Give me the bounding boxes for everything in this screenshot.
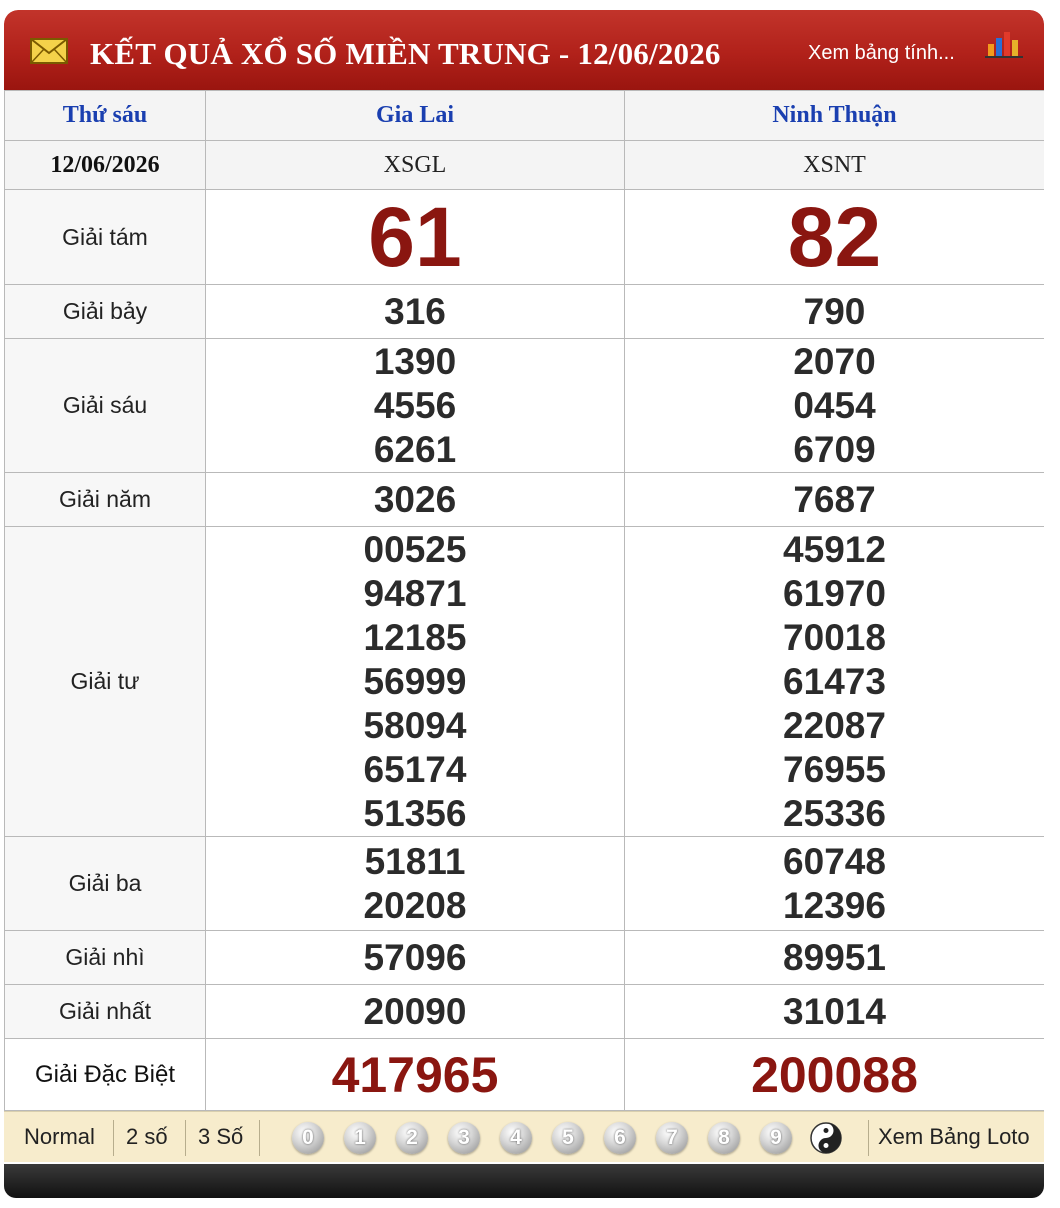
digit-ball-3[interactable]: 3: [448, 1122, 480, 1154]
option-2-so[interactable]: 2 số: [126, 1124, 168, 1149]
prize-number: 31014: [783, 990, 886, 1032]
date-cell: [5, 141, 206, 190]
prize-number: 51356: [363, 792, 467, 834]
divider: [113, 1120, 114, 1156]
prize-cell-gia-lai: [206, 1039, 625, 1111]
draw-date: 12/06/2026: [50, 151, 160, 178]
yin-yang-icon[interactable]: [810, 1122, 842, 1154]
code-cell-ninh-thuan: [625, 141, 1045, 190]
prize-label-2: Giải nhì: [5, 931, 206, 985]
prize-number: 22087: [783, 704, 886, 746]
prize-number: 6709: [793, 428, 876, 470]
prize-number: 2070: [793, 340, 876, 382]
prize-row-5: [5, 473, 1045, 527]
view-table-link[interactable]: Xem bảng tính...: [808, 42, 955, 64]
prize-number: 70018: [783, 616, 886, 658]
prize-number: 65174: [363, 748, 467, 790]
special-prize-number: 417965: [331, 1046, 499, 1103]
digit-ball-5[interactable]: 5: [552, 1122, 584, 1154]
prize-cell-ninh-thuan: [625, 837, 1045, 931]
prize-number: 57096: [363, 936, 467, 978]
prize-cell-gia-lai: [206, 931, 625, 985]
page-title: KẾT QUẢ XỔ SỐ MIỀN TRUNG - 12/06/2026: [90, 36, 721, 71]
prize-row-special: [5, 1039, 1045, 1111]
prize-label-3: Giải ba: [5, 837, 206, 931]
digit-ball-1[interactable]: 1: [344, 1122, 376, 1154]
view-loto-link[interactable]: Xem Bảng Loto: [878, 1124, 1030, 1149]
prize-row-4: [5, 527, 1045, 837]
prize-row-8: [5, 190, 1045, 285]
prize-cell-gia-lai: [206, 473, 625, 527]
prize-cell-gia-lai: [206, 527, 625, 837]
prize-number: 7687: [793, 478, 876, 520]
prize-cell-ninh-thuan: [625, 985, 1045, 1039]
day-cell: [5, 91, 206, 141]
prize-cell-ninh-thuan: [625, 473, 1045, 527]
prize-number: 82: [787, 190, 882, 284]
prize-cell-ninh-thuan: [625, 339, 1045, 473]
divider: [259, 1120, 260, 1156]
results-card: [4, 10, 1044, 1198]
prize-cell-gia-lai: [206, 837, 625, 931]
prize-label-7: Giải bảy: [5, 285, 206, 339]
prize-row-2: [5, 931, 1045, 985]
envelope-icon: [30, 38, 68, 64]
prize-number: 89951: [783, 936, 886, 978]
prize-cell-ninh-thuan: [625, 1039, 1045, 1111]
footer-bar: [4, 1164, 1044, 1198]
prize-number: 56999: [363, 660, 467, 702]
prize-number: 61: [368, 190, 462, 284]
prize-number: 4556: [373, 384, 457, 426]
prize-number: 1390: [373, 340, 457, 382]
prize-row-3: [5, 837, 1045, 931]
prize-cell-ninh-thuan: [625, 527, 1045, 837]
prize-cell-ninh-thuan: [625, 285, 1045, 339]
prize-number: 6261: [373, 428, 457, 470]
prize-number: 61473: [783, 660, 886, 702]
prize-row-7: [5, 285, 1045, 339]
header-bar: [4, 10, 1044, 90]
prize-cell-ninh-thuan: [625, 931, 1045, 985]
digit-ball-9[interactable]: 9: [760, 1122, 792, 1154]
prize-cell-gia-lai: [206, 985, 625, 1039]
prize-number: 25336: [783, 792, 886, 834]
digit-ball-6[interactable]: 6: [604, 1122, 636, 1154]
prize-label-4: Giải tư: [5, 527, 206, 837]
bar-chart-icon[interactable]: [984, 28, 1024, 60]
prize-number: 12185: [363, 616, 467, 658]
divider: [868, 1120, 869, 1156]
day-label: Thứ sáu: [62, 102, 148, 128]
prize-row-1: [5, 985, 1045, 1039]
prize-number: 76955: [783, 748, 886, 790]
prize-number: 0454: [793, 384, 876, 426]
prize-number: 790: [803, 290, 866, 332]
option-3-so[interactable]: 3 Số: [198, 1124, 244, 1149]
prize-cell-gia-lai: [206, 339, 625, 473]
province-cell-gia-lai: [206, 91, 625, 141]
prize-number: 12396: [783, 884, 886, 926]
province-name-ninh-thuan[interactable]: Ninh Thuận: [772, 102, 897, 128]
prize-number: 94871: [363, 572, 467, 614]
prize-number: 60748: [783, 840, 886, 882]
prize-label-special: Giải Đặc Biệt: [5, 1039, 206, 1111]
table-subheader-row: [5, 141, 1045, 190]
prize-cell-gia-lai: [206, 285, 625, 339]
province-code-ninh-thuan: XSNT: [803, 151, 866, 178]
digit-ball-0[interactable]: 0: [292, 1122, 324, 1154]
province-code-gia-lai: XSGL: [383, 151, 447, 178]
prize-row-6: [5, 339, 1045, 473]
prize-label-8: Giải tám: [5, 190, 206, 285]
prize-number: 20090: [363, 990, 467, 1032]
prize-label-5: Giải năm: [5, 473, 206, 527]
prize-number: 61970: [783, 572, 886, 614]
digit-ball-4[interactable]: 4: [500, 1122, 532, 1154]
digit-ball-2[interactable]: 2: [396, 1122, 428, 1154]
prize-number: 316: [384, 290, 446, 332]
prize-number: 00525: [363, 528, 467, 570]
prize-number: 51811: [364, 840, 466, 882]
divider: [185, 1120, 186, 1156]
results-table: [4, 90, 1044, 1111]
digit-ball-7[interactable]: 7: [656, 1122, 688, 1154]
prize-cell-ninh-thuan: [625, 190, 1045, 285]
loto-toolbar: [4, 1111, 1044, 1162]
province-cell-ninh-thuan: [625, 91, 1045, 141]
option-normal[interactable]: Normal: [24, 1124, 95, 1149]
prize-number: 45912: [783, 528, 886, 570]
code-cell-gia-lai: [206, 141, 625, 190]
prize-number: 20208: [363, 884, 467, 926]
prize-number: 3026: [373, 478, 457, 520]
prize-label-1: Giải nhất: [5, 985, 206, 1039]
province-name-gia-lai[interactable]: Gia Lai: [375, 102, 454, 128]
special-prize-number: 200088: [751, 1046, 918, 1103]
table-header-row: [5, 91, 1045, 141]
prize-label-6: Giải sáu: [5, 339, 206, 473]
prize-number: 58094: [363, 704, 467, 746]
prize-cell-gia-lai: [206, 190, 625, 285]
digit-ball-8[interactable]: 8: [708, 1122, 740, 1154]
